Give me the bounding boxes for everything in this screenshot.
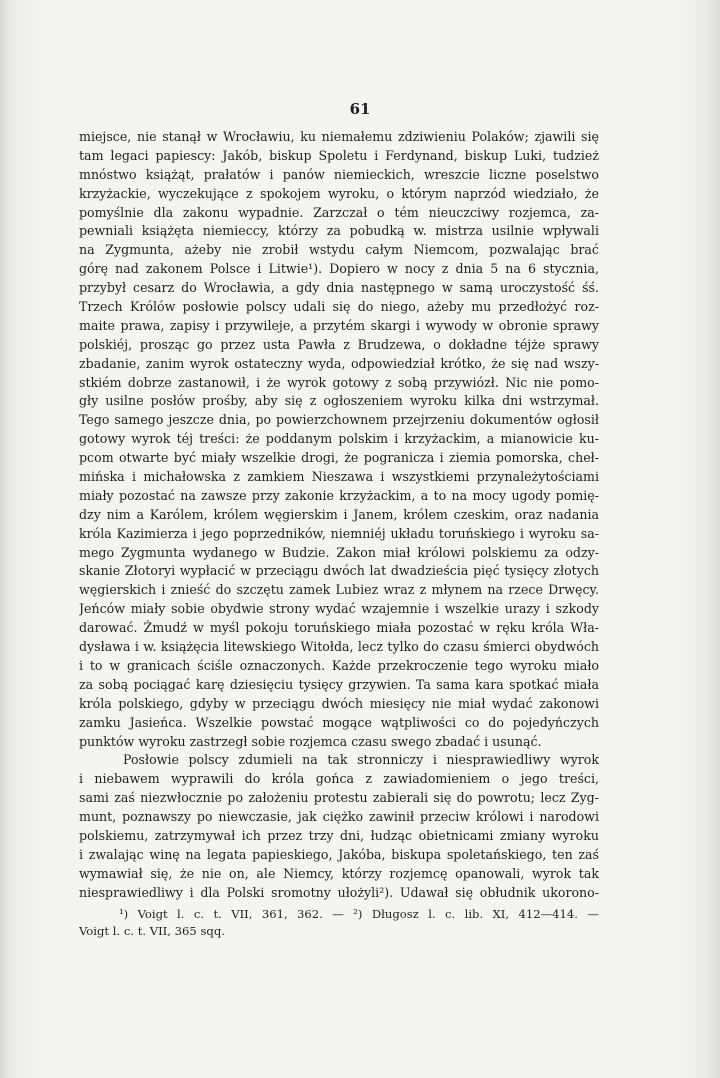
text-line: miejsce, nie stanął w Wrocławiu, ku niemałemu zdziwieniu Polaków; zjawili się: [79, 129, 599, 144]
page-number: 61: [349, 100, 371, 118]
text-line: mego Zygmunta wydanego w Budzie. Zakon miał królowi polskiemu za odzy-: [79, 544, 599, 560]
text-line: polskiéj, prosząc go przez usta Pawła z Brudzewa, o dokładne téjże sprawy: [79, 336, 599, 352]
text-line: i niebawem wyprawili do króla gońca z zawiadomieniem o jego treści,: [79, 771, 599, 787]
text-line: punktów wyroku zastrzegł sobie rozjemca czasu swego zbadać i usunąć.: [79, 733, 542, 749]
text-line: krzyżackie, wyczekujące z spokojem wyroku, o którym naprzód wiedziało, że: [79, 185, 599, 201]
text-line: Trzech Królów posłowie polscy udali się do niego, ażeby mu przedłożyć roz-: [79, 299, 599, 315]
text-line: za sobą pociągać karę dziesięciu tysięcy grzywien. Ta sama kara spotkać miała: [79, 676, 599, 692]
text-line: gotowy wyrok téj treści: że poddanym polskim i krzyżackim, a mianowicie ku-: [79, 431, 599, 447]
text-line-paragraph-start: Posłowie polscy zdumieli na tak stronniczy i niesprawiedliwy wyrok: [123, 752, 599, 768]
footnotes: [79, 906, 599, 940]
text-line: mińska i michałowska z zamkiem Nieszawa i wszystkiemi przynależytościami: [79, 469, 599, 485]
text-line: zbadanie, zanim wyrok ostateczny wyda, odpowiedział krótko, że się nad wszy-: [79, 355, 599, 371]
text-line: maite prawa, zapisy i przywileje, a przytém skargi i wywody w obronie sprawy: [79, 317, 599, 333]
text-line: pcom otwarte być miały wszelkie drogi, że pogranicza i ziemia pomorska, cheł-: [79, 450, 599, 466]
text-line: zamku Jasieńca. Wszelkie powstać mogące wątpliwości co do pojedyńczych: [79, 714, 599, 730]
text-line: na Zygmunta, ażeby nie zrobił wstydu całym Niemcom, pozwalając brać: [79, 242, 599, 258]
text-line: gły usilne posłów prośby, aby się z ogłoszeniem wyroku kilka dni wstrzymał.: [79, 393, 599, 409]
text-line: polskiemu, zatrzymywał ich przez trzy dni, łudząc obietnicami zmiany wyroku: [79, 827, 599, 843]
text-line: skanie Złotoryi wypłacić w przeciągu dwóch lat dwadzieścia pięć tysięcy złotych: [79, 563, 599, 579]
text-line: pomyślnie dla zakonu wypadnie. Zarzczał o tém nieuczciwy rozjemca, za-: [79, 204, 599, 220]
text-line: dzy nim a Karólem, królem węgierskim i Janem, królem czeskim, oraz nadania: [79, 506, 599, 522]
footnote-line: Voigt l. c. t. VII, 365 sqq.: [79, 924, 225, 938]
footnote-line: ¹) Voigt l. c. t. VII, 361, 362. — ²) Długosz l. c. lib. XI, 412—414. —: [119, 907, 599, 921]
text-line: munt, poznawszy po niewczasie, jak ciężko zawinił przeciw królowi i narodowi: [79, 809, 599, 825]
text-line: darować. Żmudź w myśl pokoju toruńskiego miała pozostać w ręku króla Wła-: [79, 620, 599, 636]
text-line: przybył cesarz do Wrocławia, a gdy dnia następnego w samą uroczystość śś.: [79, 280, 599, 296]
text-line: tam legaci papiescy: Jakób, biskup Spoletu i Ferdynand, biskup Luki, tudzież: [79, 147, 599, 163]
text-line: i zwalając winę na legata papieskiego, Jakóba, biskupa spoletańskiego, ten zaś: [79, 846, 599, 862]
text-line: mnóstwo książąt, prałatów i panów niemieckich, wreszcie liczne poselstwo: [79, 166, 599, 182]
text-line: miały pozostać na zawsze przy zakonie krzyżackim, a to na mocy ugody pomię-: [79, 487, 599, 503]
text-line: króla polskiego, gdyby w przeciągu dwóch miesięcy nie miał wydać zakonowi: [79, 695, 599, 711]
body-text: [79, 128, 599, 903]
text-line: pewniali książęta niemieccy, którzy za pobudką w. mistrza usilnie wpływali: [79, 223, 599, 239]
text-line: króla Kazimierza i jego poprzedników, niemniéj układu toruńskiego i wyroku sa-: [79, 525, 599, 541]
text-line: wymawiał się, że nie on, ale Niemcy, którzy rozjemcę opanowali, wyrok tak: [79, 865, 599, 881]
text-line: stkiém dobrze zastanowił, i że wyrok gotowy z sobą przywiózł. Nic nie pomo-: [79, 374, 599, 390]
text-line: Tego samego jeszcze dnia, po powierzchownem przejrzeniu dokumentów ogłosił: [79, 412, 599, 428]
text-line: i to w granicach ściśle oznaczonych. Każde przekroczenie tego wyroku miało: [79, 657, 599, 673]
text-line: niesprawiedliwy i dla Polski sromotny ułożyli²). Udawał się obłudnik ukorono-: [79, 884, 599, 900]
text-line: dysława i w. książęcia litewskiego Witołda, lecz tylko do czasu śmierci obydwóch: [79, 639, 599, 655]
text-line: górę nad zakonem Polsce i Litwie¹). Dopiero w nocy z dnia 5 na 6 stycznia,: [79, 261, 599, 277]
text-line: sami zaś niezwłocznie po założeniu protestu zabierali się do powrotu; lecz Zyg-: [79, 790, 599, 806]
text-line: Jeńców miały sobie obydwie strony wydać wzajemnie i wszelkie urazy i szkody: [79, 601, 599, 617]
text-line: węgierskich i znieść do szczętu zamek Lubiez wraz z młynem na rzece Drwęcy.: [79, 582, 599, 598]
